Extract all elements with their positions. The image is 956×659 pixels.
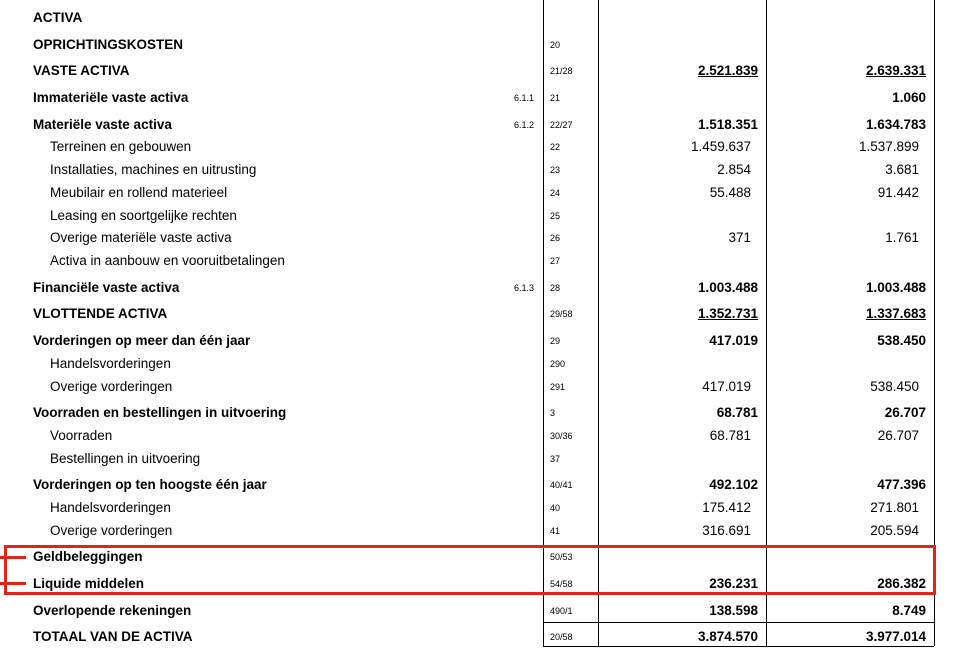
highlight-box [4, 545, 936, 595]
row-code: 24 [550, 188, 561, 198]
highlight-marker-liquide-middelen [0, 582, 26, 585]
value-previous-year: 26.707 [877, 428, 919, 443]
row-label: Overlopende rekeningen [33, 603, 192, 618]
row-label: Immateriële vaste activa [33, 90, 189, 105]
row-label: OPRICHTINGSKOSTEN [33, 37, 184, 52]
table-row [0, 162, 956, 184]
table-row [0, 523, 956, 545]
table-row [0, 90, 956, 112]
table-row [0, 500, 956, 522]
value-current-year: 55.488 [709, 185, 751, 200]
table-row [0, 10, 956, 32]
row-label: Vorderingen op ten hoogste één jaar [33, 477, 267, 492]
row-label: Overige vorderingen [50, 523, 173, 538]
row-code: 40 [550, 503, 561, 513]
row-code: 290 [550, 359, 566, 369]
value-previous-year: 91.442 [877, 185, 919, 200]
value-current-year: 68.781 [709, 428, 751, 443]
value-previous-year: 1.634.783 [865, 117, 926, 132]
value-previous-year: 538.450 [877, 333, 926, 348]
row-label: Overige materiële vaste activa [50, 230, 232, 245]
row-label: Bestellingen in uitvoering [50, 451, 201, 466]
table-row [0, 356, 956, 378]
row-code: 29 [550, 336, 561, 346]
value-current-year: 1.352.731 [697, 306, 758, 321]
value-previous-year: 271.801 [870, 500, 919, 515]
row-label: Geldbeleggingen [33, 549, 143, 564]
row-code: 29/58 [550, 309, 573, 319]
value-current-year: 1.518.351 [697, 117, 758, 132]
table-row [0, 428, 956, 450]
value-current-year: 2.854 [717, 162, 751, 177]
row-label: Terreinen en gebouwen [50, 139, 192, 154]
table-row [0, 37, 956, 59]
row-label: Handelsvorderingen [50, 500, 171, 515]
table-row [0, 117, 956, 139]
row-label: Meubilair en rollend materieel [50, 185, 228, 200]
row-code: 490/1 [550, 606, 573, 616]
row-note-ref: 6.1.2 [513, 120, 534, 130]
value-previous-year: 205.594 [870, 523, 919, 538]
value-previous-year: 1.003.488 [865, 280, 926, 295]
row-code: 20 [550, 40, 561, 50]
table-row [0, 477, 956, 499]
highlight-marker-geldbeleggingen [0, 556, 26, 559]
value-current-year: 68.781 [716, 405, 758, 420]
value-current-year: 417.019 [709, 333, 758, 348]
value-current-year: 2.521.839 [697, 63, 758, 78]
row-note-ref: 6.1.1 [513, 93, 534, 103]
table-row [0, 208, 956, 230]
table-row [0, 63, 956, 85]
row-code: 50/53 [550, 552, 573, 562]
row-code: 3 [550, 408, 556, 418]
row-label: Voorraden en bestellingen in uitvoering [33, 405, 287, 420]
table-row [0, 405, 956, 427]
row-code: 22/27 [550, 120, 573, 130]
value-current-year: 175.412 [702, 500, 751, 515]
table-row [0, 451, 956, 473]
row-code: 37 [550, 454, 561, 464]
row-label: Liquide middelen [33, 576, 145, 591]
value-previous-year: 538.450 [870, 379, 919, 394]
row-label: TOTAAL VAN DE ACTIVA [33, 629, 193, 644]
table-row [0, 185, 956, 207]
row-code: 27 [550, 256, 561, 266]
row-label: Handelsvorderingen [50, 356, 171, 371]
value-current-year: 1.003.488 [697, 280, 758, 295]
table-row [0, 139, 956, 161]
value-previous-year: 3.681 [885, 162, 919, 177]
value-previous-year: 3.977.014 [865, 629, 926, 644]
row-code: 41 [550, 526, 561, 536]
value-previous-year: 1.761 [885, 230, 919, 245]
row-code: 21 [550, 93, 561, 103]
row-label: Installaties, machines en uitrusting [50, 162, 257, 177]
value-current-year: 236.231 [709, 576, 758, 591]
table-row [0, 603, 956, 625]
value-previous-year: 1.537.899 [858, 139, 919, 154]
table-row [0, 230, 956, 252]
row-label: Overige vorderingen [50, 379, 173, 394]
value-previous-year: 286.382 [877, 576, 926, 591]
row-label: VLOTTENDE ACTIVA [33, 306, 168, 321]
row-label: ACTIVA [33, 10, 83, 25]
row-label: Vorderingen op meer dan één jaar [33, 333, 251, 348]
table-row [0, 333, 956, 355]
row-label: Materiële vaste activa [33, 117, 172, 132]
row-code: 20/58 [550, 632, 573, 642]
row-code: 22 [550, 142, 561, 152]
value-current-year: 492.102 [709, 477, 758, 492]
value-previous-year: 1.060 [892, 90, 926, 105]
row-code: 28 [550, 283, 561, 293]
value-previous-year: 2.639.331 [865, 63, 926, 78]
table-row [0, 280, 956, 302]
row-label: Voorraden [50, 428, 113, 443]
value-current-year: 371 [728, 230, 751, 245]
value-previous-year: 477.396 [877, 477, 926, 492]
table-row [0, 253, 956, 275]
value-current-year: 417.019 [702, 379, 751, 394]
value-previous-year: 26.707 [884, 405, 926, 420]
value-current-year: 138.598 [709, 603, 758, 618]
row-code: 30/36 [550, 431, 573, 441]
value-previous-year: 8.749 [892, 603, 926, 618]
table-row [0, 306, 956, 328]
row-code: 54/58 [550, 579, 573, 589]
row-label: Activa in aanbouw en vooruitbetalingen [50, 253, 285, 268]
row-code: 26 [550, 233, 561, 243]
value-previous-year: 1.337.683 [865, 306, 926, 321]
row-code: 25 [550, 211, 561, 221]
table-row [0, 629, 956, 651]
row-note-ref: 6.1.3 [513, 283, 534, 293]
row-code: 23 [550, 165, 561, 175]
value-current-year: 316.691 [702, 523, 751, 538]
row-code: 21/28 [550, 66, 573, 76]
row-label: Financiële vaste activa [33, 280, 180, 295]
row-code: 291 [550, 382, 566, 392]
row-code: 40/41 [550, 480, 573, 490]
table-row [0, 379, 956, 401]
value-current-year: 3.874.570 [697, 629, 758, 644]
row-label: VASTE ACTIVA [33, 63, 130, 78]
row-label: Leasing en soortgelijke rechten [50, 208, 237, 223]
value-current-year: 1.459.637 [690, 139, 751, 154]
